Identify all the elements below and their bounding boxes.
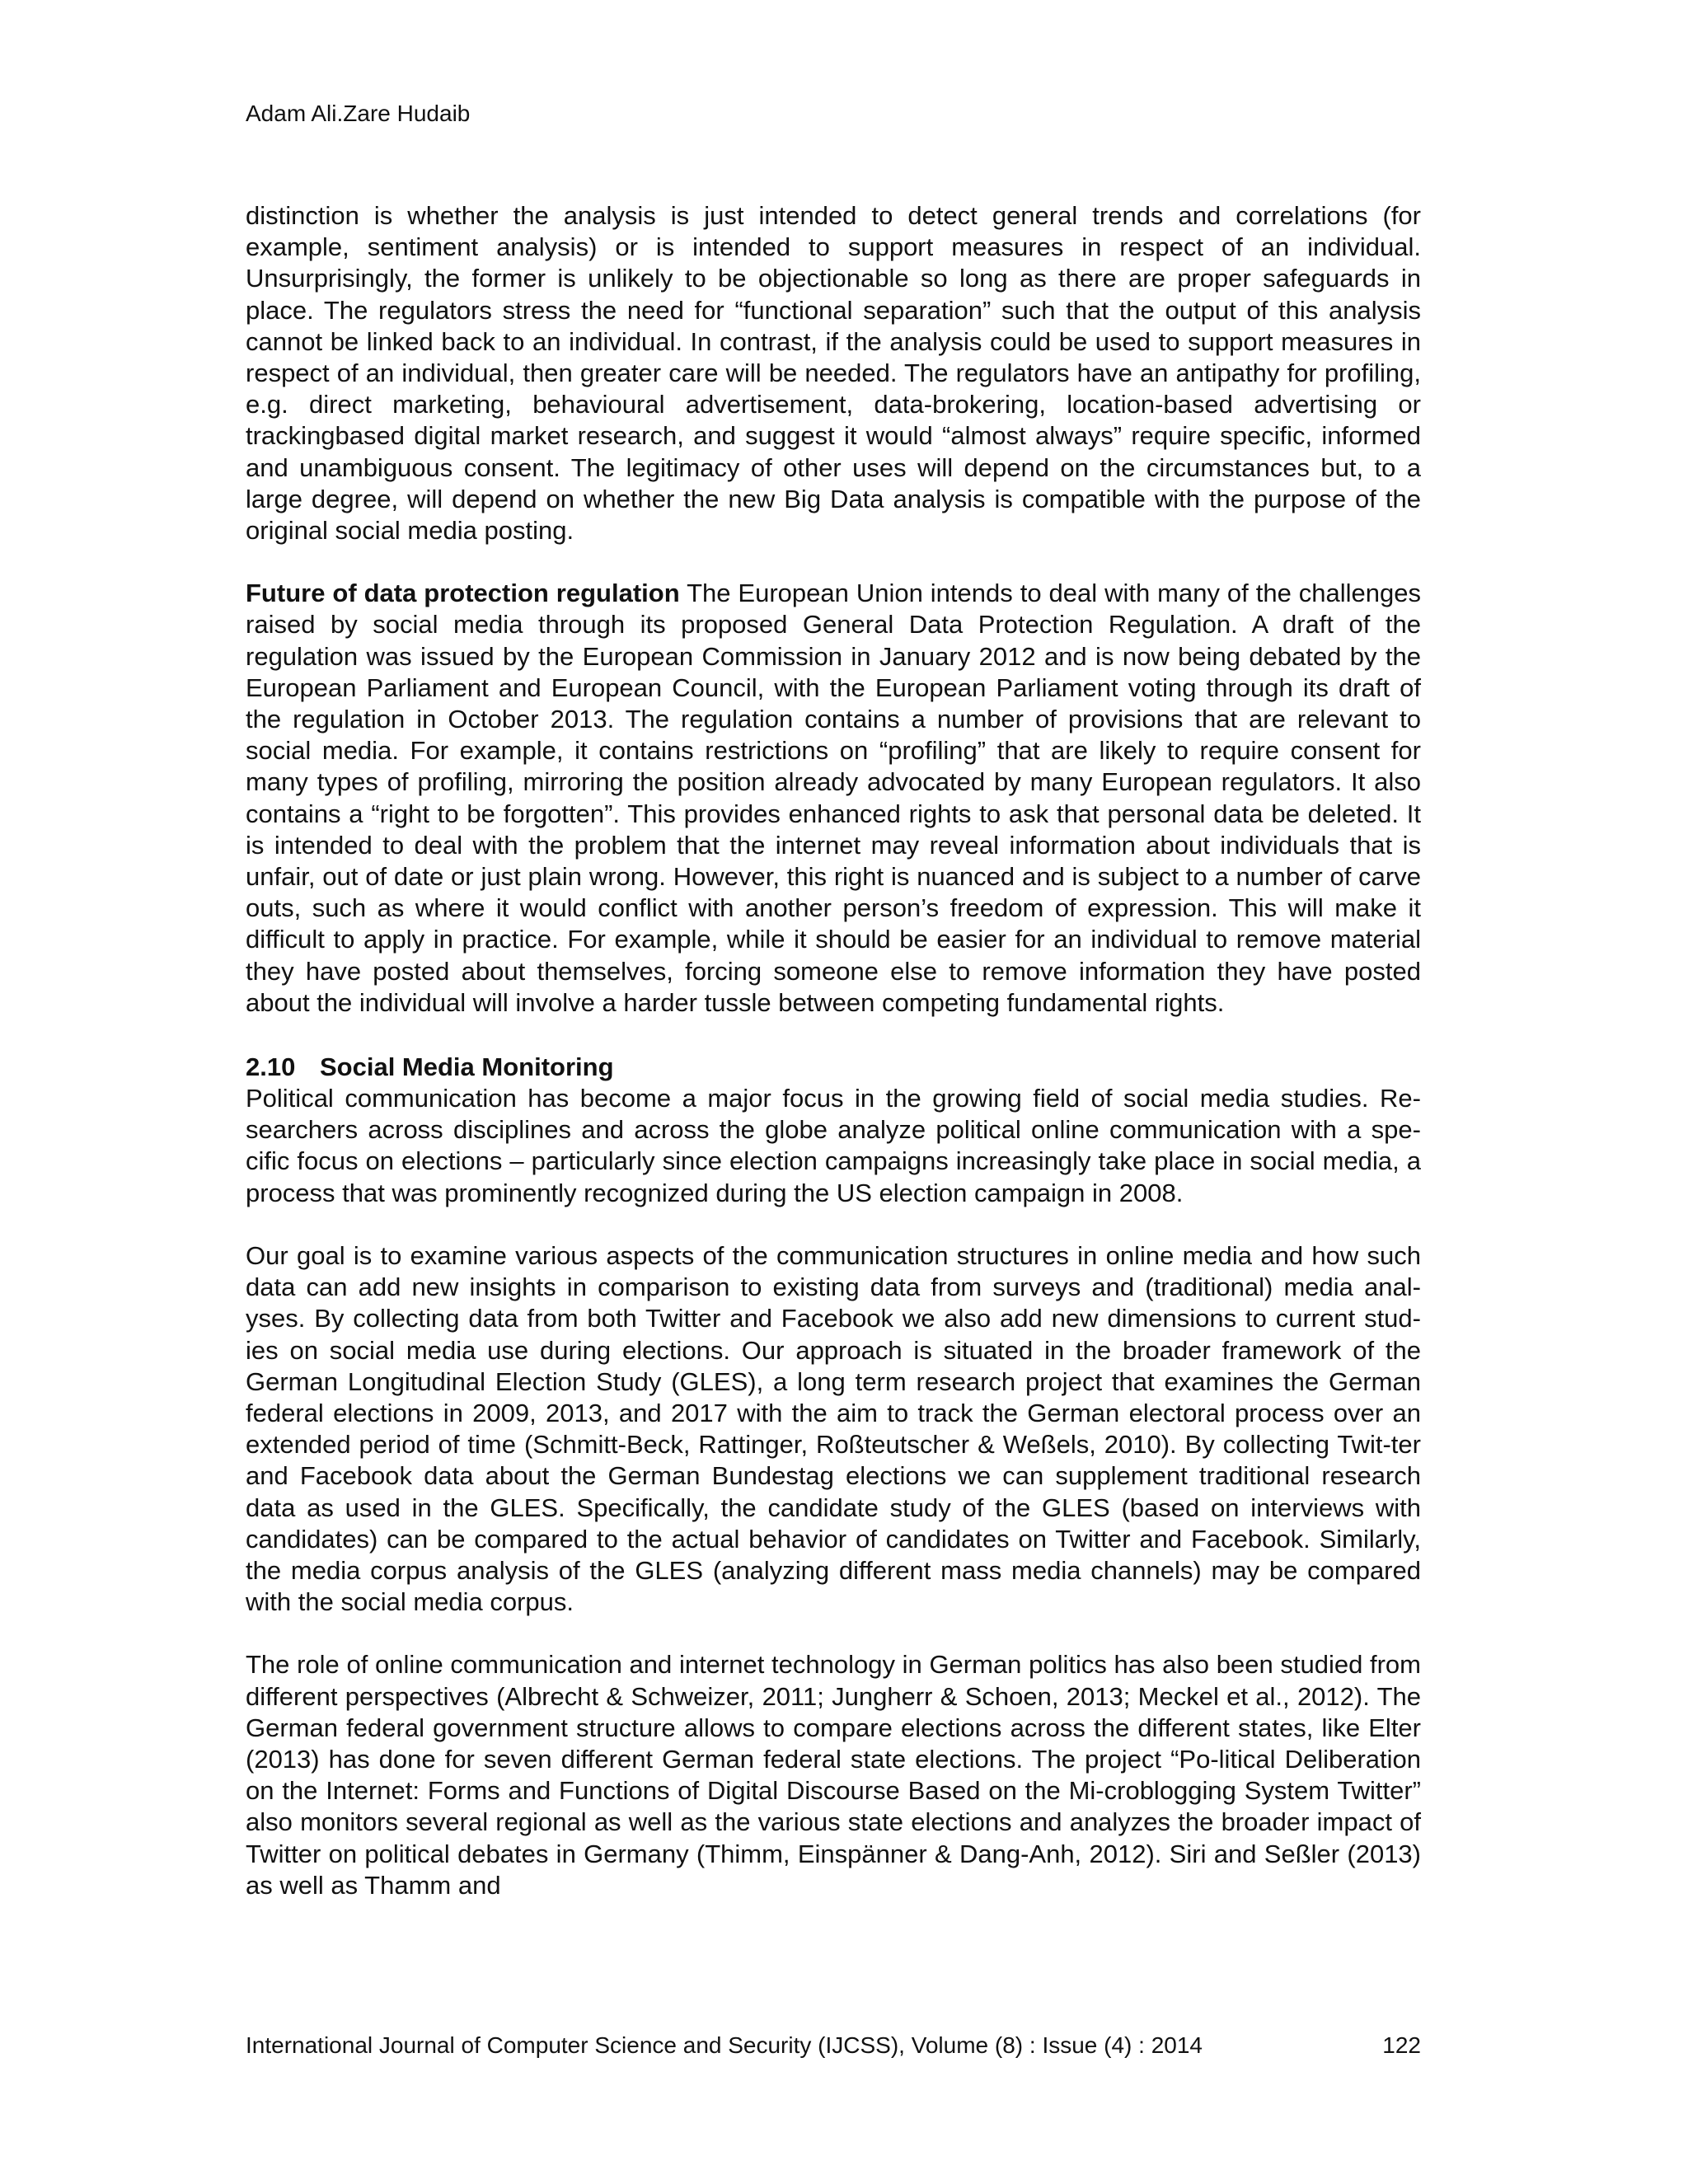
paragraph: Political communication has become a major focus in the growing field of social media studies. Re-searchers across disciplines and across the globe analyze political online communication with a spe-cific focus on elections – particularly since election campaigns increasingly take place in social media, a process that was prominently recognized during the US election campaign in 2008. [246,1084,1421,1207]
journal-citation: International Journal of Computer Science and Security (IJCSS), Volume (8) : Issue (4) : 2014 [246,2032,1203,2058]
paragraph [246,578,1421,1019]
paragraph-text: The European Union intends to deal with many of the challenges raised by social media through its proposed General Data Protection Regulation. A draft of the regulation was issued by the European Commission in January 2012 and is now being debated by the European Parliament and European Council, with the European Parliament voting through its draft of the regulation in October 2013. The regulation contains a number of provisions that are relevant to social media. For example, it contains restrictions on “profiling” that are likely to require consent for many types of profiling, mirroring the position already advocated by many European regulators. It also contains a “right to be forgotten”. This provides enhanced rights to ask that personal data be deleted. It is intended to deal with the problem that the internet may reveal information about individuals that is unfair, out of date or just plain wrong. However, this right is nuanced and is subject to a number of carve outs, such as where it would conflict with another person’s freedom of expression. This will make it difficult to apply in practice. For example, while it should be easier for an individual to remove material they have posted about themselves, forcing someone else to remove information they have posted about the individual will involve a harder tussle between competing fundamental rights. [246,579,1422,1017]
section-heading [246,1052,1421,1083]
article-body [246,200,1421,1901]
section-number: 2.10 [246,1052,296,1082]
run-in-heading: Future of data protection regulation [246,579,680,608]
paragraph: Our goal is to examine various aspects of the communication structures in online media and how such data can add new insights in comparison to existing data from surveys and (traditional) media anal-yses. By collecting data from both Twitter and Facebook we also add new dimensions to current stud-ies on social media use during elections. Our approach is situated in the broader framework of the German Longitudinal Election Study (GLES), a long term research project that examines the German federal elections in 2009, 2013, and 2017 with the aim to track the German electoral process over an extended period of time (Schmitt-Beck, Rattinger, Roßteutscher & Weßels, 2010). By collecting Twit-ter and Facebook data about the German Bundestag elections we can supplement traditional research data as used in the GLES. Specifically, the candidate study of the GLES (based on interviews with candidates) can be compared to the actual behavior of candidates on Twitter and Facebook. Similarly, the media corpus analysis of the GLES (analyzing different mass media channels) may be compared with the social media corpus. [246,1240,1421,1617]
page-number: 122 [1382,2032,1421,2058]
running-head-author: Adam Ali.Zare Hudaib [246,101,471,126]
paragraph: The role of online communication and internet technology in German politics has also been studied from different perspectives (Albrecht & Schweizer, 2011; Jungherr & Schoen, 2013; Meckel et al., 2012). The German federal government structure allows to compare elections across the different states, like Elter (2013) has done for seven different German federal state elections. The project “Po-litical Deliberation on the Internet: Forms and Functions of Digital Discourse Based on the Mi-croblogging System Twitter” also monitors several regional as well as the various state elections and analyzes the broader impact of Twitter on political debates in Germany (Thimm, Einspänner & Dang-Anh, 2012). Siri and Seßler (2013) as well as Thamm and [246,1650,1421,1900]
paragraph: distinction is whether the analysis is just intended to detect general trends and correlations (for example, sentiment analysis) or is intended to support measures in respect of an individual. Unsurprisingly, the former is unlikely to be objectionable so long as there are proper safeguards in place. The regulators stress the need for “functional separation” such that the output of this analysis cannot be linked back to an individual. In contrast, if the analysis could be used to support measures in respect of an individual, then greater care will be needed. The regulators have an antipathy for profiling, e.g. direct marketing, behavioural advertisement, data-brokering, location-based advertising or trackingbased digital market research, and suggest it would “almost always” require specific, informed and unambiguous consent. The legitimacy of other uses will depend on the circumstances but, to a large degree, will depend on whether the new Big Data analysis is compatible with the purpose of the original social media posting. [246,201,1421,546]
section-title: Social Media Monitoring [320,1052,614,1082]
